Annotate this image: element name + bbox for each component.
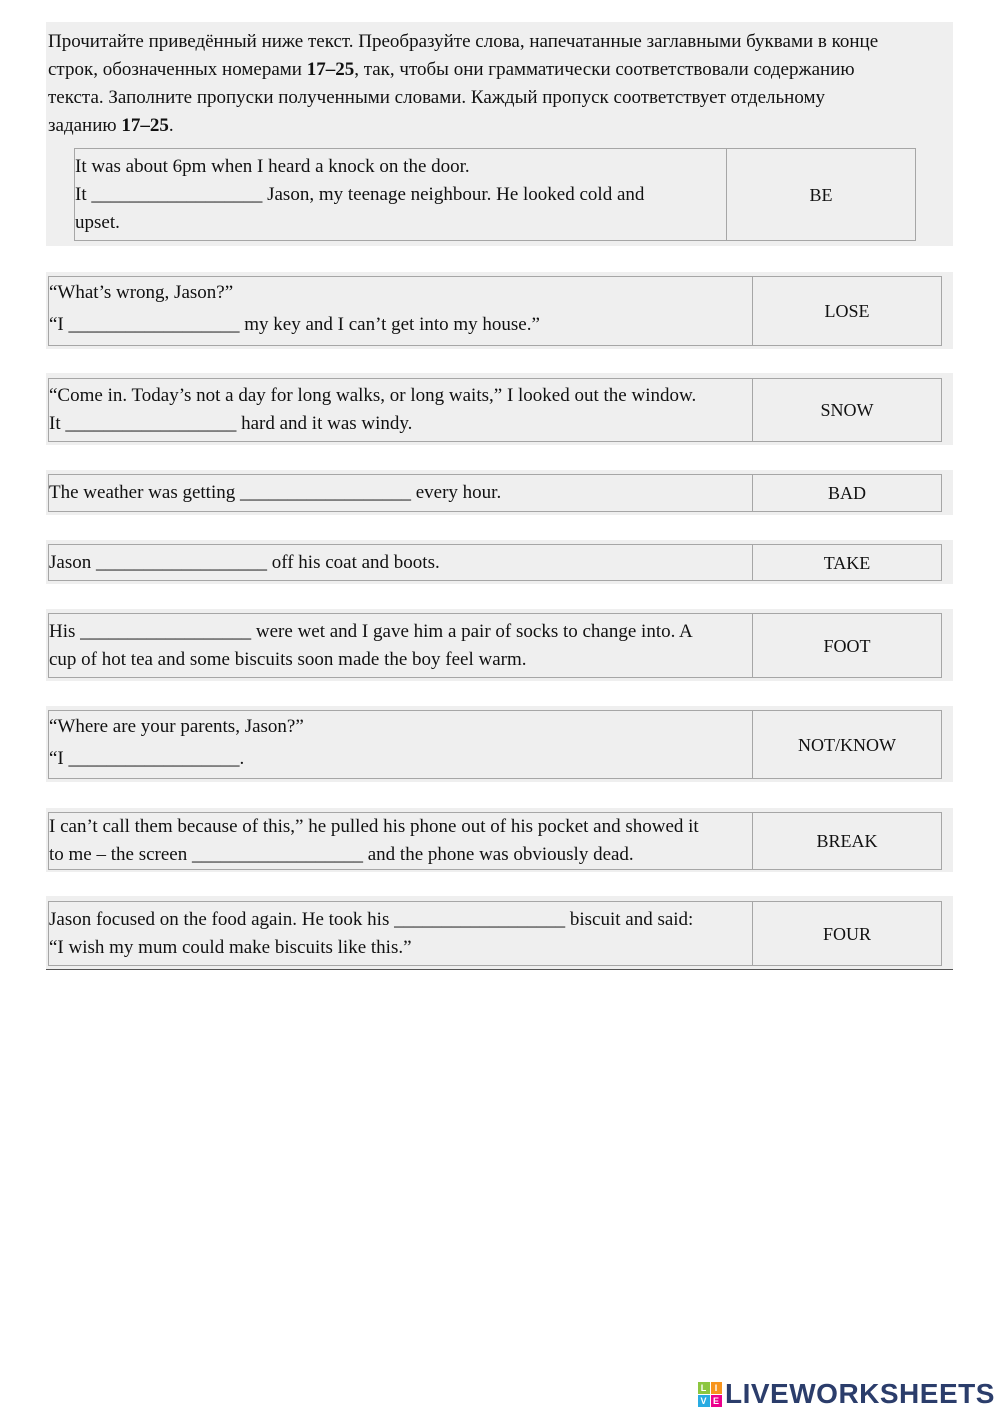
text-fragment: to me – the screen <box>49 844 192 865</box>
answer-blank[interactable]: __________________ <box>80 620 252 642</box>
answer-blank[interactable]: __________________ <box>239 482 411 503</box>
task-range: 17–25 <box>306 59 355 80</box>
text-fragment: His <box>49 620 81 642</box>
instructions-line: , так, чтобы они грамматически соответствовали содержанию <box>354 59 855 80</box>
liveworksheets-logo[interactable] <box>698 1379 995 1409</box>
logo-mark-cell: V <box>698 1395 710 1407</box>
task-table <box>48 710 942 779</box>
answer-blank[interactable]: __________________ <box>91 183 263 205</box>
instructions-line: . <box>168 115 174 136</box>
text-fragment: and the phone was obviously dead. <box>362 844 634 865</box>
keyword-cell: BE <box>727 149 916 241</box>
task-line <box>49 311 752 339</box>
text-fragment: hard and it was windy. <box>236 413 413 434</box>
text-fragment: Jason <box>49 551 96 573</box>
task-line: cup of hot tea and some biscuits soon made the boy feel warm. <box>49 648 527 670</box>
instructions-line: текста. Заполните пропуски полученными словами. Каждый пропуск соответствует отдельному <box>48 87 825 108</box>
keyword-cell: FOUR <box>753 902 942 966</box>
task-table <box>48 544 942 581</box>
instructions-text <box>48 28 948 140</box>
logo-mark-cell: L <box>698 1382 710 1394</box>
logo-mark-cell: E <box>711 1395 723 1407</box>
task-table <box>48 901 942 966</box>
task-table <box>48 812 942 870</box>
text-fragment: Jason focused on the food again. He took his <box>49 908 395 930</box>
task-text <box>49 545 753 581</box>
task-text <box>49 813 753 870</box>
keyword-cell: BAD <box>753 475 942 512</box>
task-line <box>75 181 726 209</box>
task-line: I can’t call them because of this,” he pulled his phone out of his pocket and showed it <box>49 816 699 837</box>
text-fragment: “I <box>49 747 69 769</box>
text-fragment: The weather was getting <box>49 482 240 503</box>
text-fragment: It <box>49 413 66 434</box>
text-fragment: biscuit and said: <box>565 908 694 930</box>
task-line: “Come in. Today’s not a day for long walks, or long waits,” I looked out the window. <box>49 385 697 406</box>
logo-mark-cell: I <box>711 1382 723 1394</box>
bottom-divider <box>46 969 953 970</box>
task-text <box>49 902 753 966</box>
task-line: upset. <box>75 211 120 233</box>
task-text <box>49 379 753 442</box>
answer-blank[interactable]: __________________ <box>68 314 240 335</box>
task-table <box>48 276 942 346</box>
answer-blank[interactable]: __________________ <box>68 747 240 769</box>
keyword-cell: FOOT <box>753 614 942 678</box>
logo-mark-icon <box>698 1382 722 1406</box>
task-text <box>49 277 753 346</box>
keyword-cell: TAKE <box>753 545 942 581</box>
text-fragment: Jason, my teenage neighbour. He looked cold and <box>262 183 645 205</box>
task-table <box>48 613 942 678</box>
task-line <box>49 841 752 869</box>
task-text <box>49 711 753 779</box>
instructions-line: заданию <box>48 115 122 136</box>
keyword-cell: LOSE <box>753 277 942 346</box>
task-table <box>48 378 942 442</box>
task-text <box>49 614 753 678</box>
text-fragment: . <box>239 747 245 769</box>
task-line: “I wish my mum could make biscuits like this.” <box>49 936 412 958</box>
task-line <box>49 410 752 438</box>
text-fragment: off his coat and boots. <box>266 551 440 573</box>
text-fragment: every hour. <box>410 482 502 503</box>
task-text <box>49 475 753 512</box>
answer-blank[interactable]: __________________ <box>65 413 237 434</box>
task-table <box>74 148 916 241</box>
logo-text: LIVEWORKSHEETS <box>725 1378 995 1409</box>
instructions-line: строк, обозначенных номерами <box>48 59 307 80</box>
answer-blank[interactable]: __________________ <box>191 844 363 865</box>
task-line <box>49 618 752 646</box>
keyword-cell: BREAK <box>753 813 942 870</box>
task-line: “What’s wrong, Jason?” <box>49 282 234 303</box>
task-line: “Where are your parents, Jason?” <box>49 715 304 737</box>
task-line <box>49 906 752 934</box>
task-text <box>75 149 727 241</box>
instructions-line: Прочитайте приведённый ниже текст. Преобразуйте слова, напечатанные заглавными буквами в конце <box>48 31 879 52</box>
answer-blank[interactable]: __________________ <box>394 908 566 930</box>
keyword-cell: NOT/KNOW <box>753 711 942 779</box>
keyword-cell: SNOW <box>753 379 942 442</box>
task-line: It was about 6pm when I heard a knock on the door. <box>75 155 470 177</box>
task-line <box>49 745 752 773</box>
answer-blank[interactable]: __________________ <box>95 551 267 573</box>
task-table <box>48 474 942 512</box>
text-fragment: It <box>75 183 92 205</box>
task-range: 17–25 <box>121 115 169 136</box>
text-fragment: were wet and I gave him a pair of socks to change into. A <box>251 620 693 642</box>
text-fragment: my key and I can’t get into my house.” <box>239 314 540 335</box>
text-fragment: “I <box>49 314 69 335</box>
